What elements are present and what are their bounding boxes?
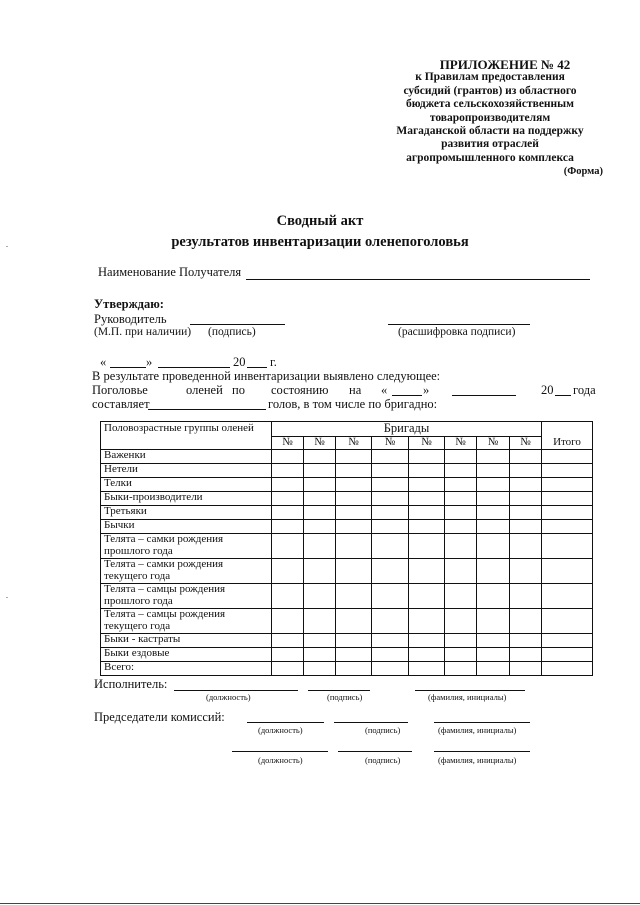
brigade-value-cell[interactable] bbox=[372, 506, 409, 520]
inventory-word: » bbox=[423, 383, 430, 397]
brigade-value-cell[interactable] bbox=[304, 478, 336, 492]
inventory-word: оленей bbox=[186, 383, 223, 397]
appendix-line: субсидий (грантов) из областного bbox=[403, 84, 577, 97]
brigade-value-cell[interactable] bbox=[510, 506, 542, 520]
commission-position-field[interactable] bbox=[247, 722, 324, 723]
commission-position-note: (должность) bbox=[258, 755, 303, 765]
approval-heading: Утверждаю: bbox=[94, 297, 164, 311]
brigade-value-cell[interactable] bbox=[409, 634, 445, 648]
brigade-number-header: № bbox=[372, 437, 409, 450]
commission-position-note: (должность) bbox=[258, 725, 303, 735]
bottom-rule bbox=[0, 903, 640, 904]
brigade-number-header: № bbox=[304, 437, 336, 450]
date-month-field[interactable] bbox=[158, 367, 230, 368]
table-row bbox=[101, 648, 593, 662]
groups-header: Половозрастные группы оленей bbox=[101, 422, 272, 450]
row-label: Телята – самки рождения текущего года bbox=[101, 559, 272, 584]
brigade-value-cell[interactable] bbox=[304, 584, 336, 609]
brigade-value-cell[interactable] bbox=[336, 634, 372, 648]
recipient-field[interactable] bbox=[246, 279, 590, 280]
brigade-value-cell[interactable] bbox=[304, 492, 336, 506]
brigade-value-cell[interactable] bbox=[445, 492, 477, 506]
head-name-field[interactable] bbox=[388, 324, 530, 325]
inventory-total-label: составляет bbox=[92, 397, 150, 411]
brigade-value-cell[interactable] bbox=[409, 584, 445, 609]
brigade-value-cell[interactable] bbox=[445, 520, 477, 534]
brigades-header: Бригады bbox=[272, 422, 542, 437]
brigade-value-cell[interactable] bbox=[336, 492, 372, 506]
brigade-value-cell[interactable] bbox=[510, 662, 542, 676]
inventory-year-suffix: года bbox=[573, 383, 596, 397]
total-heads-field[interactable] bbox=[148, 409, 266, 410]
decryption-note: (расшифровка подписи) bbox=[398, 326, 516, 338]
commission-signature-field[interactable] bbox=[338, 751, 412, 752]
brigade-value-cell[interactable] bbox=[372, 492, 409, 506]
head-label: Руководитель bbox=[94, 312, 167, 326]
table-row bbox=[101, 450, 593, 464]
brigade-number-header: № bbox=[445, 437, 477, 450]
brigade-value-cell[interactable] bbox=[304, 662, 336, 676]
brigade-value-cell[interactable] bbox=[272, 520, 304, 534]
inventory-total-tail: голов, в том числе по бригадно: bbox=[268, 397, 438, 411]
row-label: Телята – самки рождения прошлого года bbox=[101, 534, 272, 559]
total-value-cell[interactable] bbox=[542, 534, 593, 559]
executor-label: Исполнитель: bbox=[94, 677, 168, 691]
brigade-value-cell[interactable] bbox=[510, 559, 542, 584]
brigade-value-cell[interactable] bbox=[304, 520, 336, 534]
brigade-value-cell[interactable] bbox=[272, 492, 304, 506]
row-label: Быки-производители bbox=[101, 492, 272, 506]
brigade-value-cell[interactable] bbox=[409, 464, 445, 478]
brigade-value-cell[interactable] bbox=[510, 534, 542, 559]
brigade-value-cell[interactable] bbox=[445, 478, 477, 492]
brigade-value-cell[interactable] bbox=[304, 534, 336, 559]
brigade-value-cell[interactable] bbox=[372, 464, 409, 478]
brigade-value-cell[interactable] bbox=[445, 648, 477, 662]
brigade-value-cell[interactable] bbox=[445, 634, 477, 648]
inventory-word: « bbox=[381, 383, 388, 397]
form-note: (Форма) bbox=[563, 166, 603, 178]
table-row bbox=[101, 559, 593, 584]
brigade-value-cell[interactable] bbox=[372, 634, 409, 648]
total-value-cell[interactable] bbox=[542, 492, 593, 506]
brigade-number-header: № bbox=[272, 437, 304, 450]
brigade-value-cell[interactable] bbox=[510, 609, 542, 634]
brigade-value-cell[interactable] bbox=[372, 450, 409, 464]
brigade-value-cell[interactable] bbox=[510, 584, 542, 609]
brigade-value-cell[interactable] bbox=[336, 609, 372, 634]
brigade-value-cell[interactable] bbox=[372, 559, 409, 584]
brigade-value-cell[interactable] bbox=[409, 559, 445, 584]
brigade-value-cell[interactable] bbox=[409, 520, 445, 534]
brigade-value-cell[interactable] bbox=[510, 478, 542, 492]
brigade-value-cell[interactable] bbox=[336, 559, 372, 584]
executor-signature-note: (подпись) bbox=[327, 692, 363, 702]
appendix-line: бюджета сельскохозяйственным bbox=[406, 98, 574, 111]
total-value-cell[interactable] bbox=[542, 506, 593, 520]
inventory-line: В результате проведенной инвентаризации выявлено следующее: bbox=[92, 369, 441, 383]
seal-note: (М.П. при наличии) bbox=[94, 326, 192, 338]
inventory-word: по bbox=[232, 383, 245, 397]
date-year-suffix: г. bbox=[270, 355, 277, 369]
brigade-value-cell[interactable] bbox=[445, 609, 477, 634]
commission-name-field[interactable] bbox=[434, 751, 530, 752]
brigade-value-cell[interactable] bbox=[372, 648, 409, 662]
brigade-value-cell[interactable] bbox=[372, 534, 409, 559]
date-close-quote: » bbox=[146, 355, 153, 369]
total-value-cell[interactable] bbox=[542, 478, 593, 492]
brigade-value-cell[interactable] bbox=[477, 464, 510, 478]
brigade-value-cell[interactable] bbox=[409, 492, 445, 506]
brigade-value-cell[interactable] bbox=[304, 506, 336, 520]
brigade-value-cell[interactable] bbox=[304, 634, 336, 648]
commission-name-note: (фамилия, инициалы) bbox=[438, 755, 517, 765]
brigade-value-cell[interactable] bbox=[445, 450, 477, 464]
brigade-value-cell[interactable] bbox=[272, 450, 304, 464]
date-open-quote: « bbox=[100, 355, 107, 369]
commission-position-field[interactable] bbox=[232, 751, 328, 752]
reindeer-table bbox=[100, 421, 593, 676]
brigade-value-cell[interactable] bbox=[409, 609, 445, 634]
brigade-value-cell[interactable] bbox=[477, 492, 510, 506]
table-row bbox=[101, 534, 593, 559]
brigade-value-cell[interactable] bbox=[409, 450, 445, 464]
brigade-number-header: № bbox=[409, 437, 445, 450]
brigade-value-cell[interactable] bbox=[445, 662, 477, 676]
row-label: Быки ездовые bbox=[101, 648, 272, 662]
brigade-value-cell[interactable] bbox=[477, 584, 510, 609]
brigade-value-cell[interactable] bbox=[510, 464, 542, 478]
executor-signature-field[interactable] bbox=[308, 690, 370, 691]
executor-name-note: (фамилия, инициалы) bbox=[428, 692, 507, 702]
table-row bbox=[101, 506, 593, 520]
brigade-value-cell[interactable] bbox=[445, 506, 477, 520]
brigade-value-cell[interactable] bbox=[372, 520, 409, 534]
brigade-value-cell[interactable] bbox=[272, 648, 304, 662]
total-value-cell[interactable] bbox=[542, 584, 593, 609]
brigade-value-cell[interactable] bbox=[445, 464, 477, 478]
brigade-value-cell[interactable] bbox=[336, 662, 372, 676]
brigade-value-cell[interactable] bbox=[336, 534, 372, 559]
brigade-value-cell[interactable] bbox=[510, 492, 542, 506]
brigade-value-cell[interactable] bbox=[510, 520, 542, 534]
table-row bbox=[101, 634, 593, 648]
brigade-value-cell[interactable] bbox=[272, 534, 304, 559]
row-label: Телки bbox=[101, 478, 272, 492]
total-value-cell[interactable] bbox=[542, 634, 593, 648]
brigade-value-cell[interactable] bbox=[304, 464, 336, 478]
commission-name-note: (фамилия, инициалы) bbox=[438, 725, 517, 735]
document-subtitle: результатов инвентаризации оленепоголовья bbox=[171, 234, 469, 250]
commission-name-field[interactable] bbox=[434, 722, 530, 723]
date-year-prefix: 20 bbox=[233, 355, 246, 369]
brigade-value-cell[interactable] bbox=[372, 584, 409, 609]
row-label: Нетели bbox=[101, 464, 272, 478]
table-row bbox=[101, 662, 593, 676]
row-label: Быки - кастраты bbox=[101, 634, 272, 648]
brigade-value-cell[interactable] bbox=[372, 662, 409, 676]
scan-mark bbox=[6, 246, 8, 247]
brigade-value-cell[interactable] bbox=[445, 534, 477, 559]
total-value-cell[interactable] bbox=[542, 464, 593, 478]
brigade-value-cell[interactable] bbox=[477, 609, 510, 634]
total-value-cell[interactable] bbox=[542, 450, 593, 464]
brigade-value-cell[interactable] bbox=[477, 559, 510, 584]
brigade-value-cell[interactable] bbox=[409, 662, 445, 676]
appendix-heading: ПРИЛОЖЕНИЕ № 42 bbox=[439, 57, 571, 72]
table-row bbox=[101, 609, 593, 634]
brigade-value-cell[interactable] bbox=[409, 506, 445, 520]
brigade-number-header: № bbox=[336, 437, 372, 450]
brigade-value-cell[interactable] bbox=[272, 559, 304, 584]
brigade-value-cell[interactable] bbox=[477, 634, 510, 648]
commission-label: Председатели комиссий: bbox=[94, 710, 225, 724]
recipient-label: Наименование Получателя bbox=[98, 265, 242, 279]
brigade-value-cell[interactable] bbox=[477, 534, 510, 559]
brigade-value-cell[interactable] bbox=[304, 609, 336, 634]
brigade-value-cell[interactable] bbox=[336, 584, 372, 609]
brigade-value-cell[interactable] bbox=[477, 506, 510, 520]
executor-position-note: (должность) bbox=[206, 692, 251, 702]
inventory-word: Поголовье bbox=[92, 383, 148, 397]
total-value-cell[interactable] bbox=[542, 662, 593, 676]
brigade-value-cell[interactable] bbox=[477, 450, 510, 464]
stock-year-field[interactable] bbox=[555, 395, 571, 396]
brigade-value-cell[interactable] bbox=[477, 478, 510, 492]
row-label: Важенки bbox=[101, 450, 272, 464]
brigade-value-cell[interactable] bbox=[336, 520, 372, 534]
total-value-cell[interactable] bbox=[542, 559, 593, 584]
appendix-line: агропромышленного комплекса bbox=[406, 151, 574, 164]
head-signature-field[interactable] bbox=[190, 324, 285, 325]
commission-signature-field[interactable] bbox=[334, 722, 408, 723]
brigade-value-cell[interactable] bbox=[336, 506, 372, 520]
row-label: Бычки bbox=[101, 520, 272, 534]
brigade-value-cell[interactable] bbox=[510, 634, 542, 648]
brigade-value-cell[interactable] bbox=[272, 662, 304, 676]
document-title: Сводный акт bbox=[276, 213, 364, 229]
brigade-value-cell[interactable] bbox=[409, 478, 445, 492]
appendix-line: товаропроизводителям bbox=[429, 111, 551, 124]
scan-mark bbox=[6, 597, 8, 598]
inventory-word: состоянию bbox=[271, 383, 329, 397]
inventory-year-prefix: 20 bbox=[541, 383, 554, 397]
row-label: Телята – самцы рождения текущего года bbox=[101, 609, 272, 634]
total-value-cell[interactable] bbox=[542, 648, 593, 662]
brigade-value-cell[interactable] bbox=[477, 662, 510, 676]
brigade-value-cell[interactable] bbox=[336, 464, 372, 478]
brigade-value-cell[interactable] bbox=[336, 478, 372, 492]
brigade-value-cell[interactable] bbox=[304, 648, 336, 662]
brigade-value-cell[interactable] bbox=[272, 634, 304, 648]
brigade-value-cell[interactable] bbox=[372, 609, 409, 634]
appendix-line: к Правилам предоставления bbox=[415, 71, 565, 84]
brigade-value-cell[interactable] bbox=[304, 450, 336, 464]
table-row bbox=[101, 520, 593, 534]
brigade-value-cell[interactable] bbox=[510, 450, 542, 464]
brigade-value-cell[interactable] bbox=[409, 534, 445, 559]
brigade-value-cell[interactable] bbox=[272, 478, 304, 492]
brigade-value-cell[interactable] bbox=[304, 559, 336, 584]
date-year-field[interactable] bbox=[247, 367, 267, 368]
brigade-value-cell[interactable] bbox=[510, 648, 542, 662]
brigade-number-header: № bbox=[510, 437, 542, 450]
appendix-block bbox=[330, 58, 640, 179]
total-value-cell[interactable] bbox=[542, 609, 593, 634]
inventory-word: на bbox=[349, 383, 362, 397]
brigade-value-cell[interactable] bbox=[272, 464, 304, 478]
table-row bbox=[101, 464, 593, 478]
executor-name-field[interactable] bbox=[415, 690, 525, 691]
total-value-cell[interactable] bbox=[542, 520, 593, 534]
row-label: Телята – самцы рождения прошлого года bbox=[101, 584, 272, 609]
brigade-value-cell[interactable] bbox=[272, 584, 304, 609]
table-row bbox=[101, 492, 593, 506]
brigade-value-cell[interactable] bbox=[477, 520, 510, 534]
brigade-value-cell[interactable] bbox=[336, 450, 372, 464]
brigade-value-cell[interactable] bbox=[409, 648, 445, 662]
executor-position-field[interactable] bbox=[174, 690, 298, 691]
appendix-line: Магаданской области на поддержку bbox=[396, 125, 584, 138]
signature-note: (подпись) bbox=[208, 326, 256, 338]
brigade-value-cell[interactable] bbox=[272, 506, 304, 520]
brigade-value-cell[interactable] bbox=[445, 584, 477, 609]
row-label: Третьяки bbox=[101, 506, 272, 520]
date-day-field[interactable] bbox=[110, 367, 146, 368]
stock-month-field[interactable] bbox=[452, 395, 516, 396]
table-row bbox=[101, 478, 593, 492]
brigade-value-cell[interactable] bbox=[336, 648, 372, 662]
total-header: Итого bbox=[542, 422, 593, 450]
commission-signature-note: (подпись) bbox=[365, 725, 401, 735]
brigade-number-header: № bbox=[477, 437, 510, 450]
appendix-line: развития отраслей bbox=[441, 138, 539, 151]
brigade-value-cell[interactable] bbox=[477, 648, 510, 662]
brigade-value-cell[interactable] bbox=[272, 609, 304, 634]
row-label: Всего: bbox=[101, 662, 272, 676]
table-row bbox=[101, 584, 593, 609]
brigade-value-cell[interactable] bbox=[372, 478, 409, 492]
commission-signature-note: (подпись) bbox=[365, 755, 401, 765]
stock-day-field[interactable] bbox=[392, 395, 422, 396]
table-body bbox=[101, 450, 593, 676]
brigade-value-cell[interactable] bbox=[445, 559, 477, 584]
